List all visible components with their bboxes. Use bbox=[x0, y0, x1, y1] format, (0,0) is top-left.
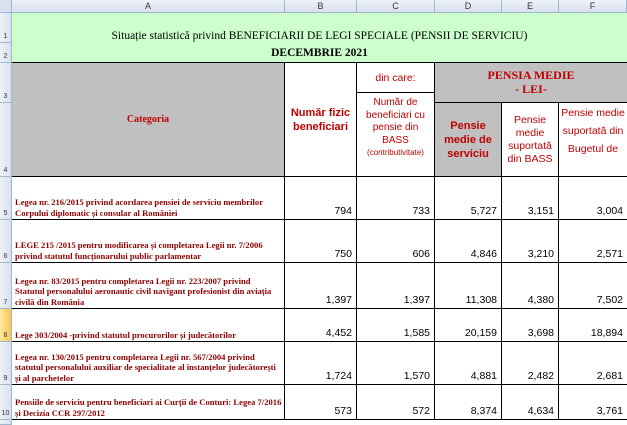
value-pensie-serviciu: 11,308 bbox=[465, 294, 497, 306]
category-label: LEGE 215 /2015 pentru modificarea și completarea Legii nr. 7/2006 privind statutul funcționarului public parlamentar bbox=[15, 240, 263, 261]
table-row-category[interactable] bbox=[12, 177, 285, 220]
table-cell[interactable] bbox=[435, 309, 502, 342]
table-cell[interactable] bbox=[285, 220, 357, 263]
table-row-category[interactable] bbox=[12, 220, 285, 263]
header-pensie-bass-label: Pensie medie suportată din BASS bbox=[507, 113, 553, 165]
page-subtitle: DECEMBRIE 2021 bbox=[271, 47, 368, 59]
header-lei-label: - LEI- bbox=[515, 82, 547, 96]
value-pensie-serviciu: 8,374 bbox=[470, 405, 497, 417]
table-cell[interactable] bbox=[435, 177, 502, 220]
value-pensie-buget: 7,502 bbox=[596, 294, 623, 306]
value-pensie-bass: 3,210 bbox=[527, 248, 554, 260]
table-cell[interactable] bbox=[435, 263, 502, 309]
table-cell[interactable] bbox=[502, 220, 559, 263]
value-pensie-buget: 3,004 bbox=[596, 205, 623, 217]
header-pensie-buget-label: Pensie medie suportată din Bugetul de bbox=[561, 107, 625, 155]
header-numar-fizic-label: Număr fizic beneficiari bbox=[290, 106, 351, 133]
category-label: Legea nr. 130/2015 pentru completarea Legii nr. 567/2004 privind statutul personalului auxiliar de specialitate al instanțelor judecătorești și al parchetelor bbox=[15, 351, 276, 383]
value-numar-fizic: 1,397 bbox=[325, 294, 352, 306]
category-label: Lege 303/2004 -privind statutul procurorilor și judecătorilor bbox=[15, 329, 237, 340]
table-cell[interactable] bbox=[559, 342, 627, 385]
row-header-9[interactable]: 9 bbox=[0, 342, 12, 385]
table-cell[interactable] bbox=[502, 309, 559, 342]
value-pensie-serviciu: 4,846 bbox=[470, 248, 497, 260]
row-header-11[interactable] bbox=[0, 420, 12, 425]
row-header-8[interactable]: 8 bbox=[0, 309, 12, 342]
table-cell[interactable] bbox=[357, 385, 435, 420]
header-numar-fizic[interactable] bbox=[285, 63, 357, 177]
table-row-category[interactable] bbox=[12, 385, 285, 420]
title-cell[interactable] bbox=[12, 13, 627, 63]
table-cell[interactable] bbox=[357, 342, 435, 385]
value-numar-fizic: 4,452 bbox=[325, 327, 352, 339]
value-numar-bass: 1,397 bbox=[403, 294, 430, 306]
row-header-4[interactable]: 4 bbox=[0, 103, 12, 177]
category-label: Pensiile de serviciu pentru beneficiari ai Curții de Conturi: Legea 7/2016 și Decizia CCR 297/2012 bbox=[15, 397, 282, 418]
column-header-e[interactable]: E bbox=[502, 0, 559, 13]
header-pensie-serviciu[interactable] bbox=[435, 103, 502, 177]
value-numar-bass: 572 bbox=[412, 405, 430, 417]
table-cell[interactable] bbox=[285, 309, 357, 342]
row-header-1[interactable]: 1 bbox=[0, 13, 12, 43]
header-numar-bass-label: Număr de beneficiari cu pensie din BASS bbox=[366, 97, 425, 146]
value-pensie-buget: 2,571 bbox=[596, 248, 623, 260]
value-numar-fizic: 573 bbox=[334, 405, 352, 417]
column-header-c[interactable]: C bbox=[357, 0, 435, 13]
value-numar-fizic: 750 bbox=[334, 248, 352, 260]
header-pensie-buget[interactable] bbox=[559, 103, 627, 177]
table-row-category[interactable] bbox=[12, 342, 285, 385]
table-cell[interactable] bbox=[285, 177, 357, 220]
header-categoria[interactable] bbox=[12, 63, 285, 177]
row-header-7[interactable]: 7 bbox=[0, 263, 12, 309]
row-header-5[interactable]: 5 bbox=[0, 177, 12, 220]
table-cell[interactable] bbox=[285, 263, 357, 309]
header-pensie-bass[interactable] bbox=[502, 103, 559, 177]
table-cell[interactable] bbox=[435, 385, 502, 420]
table-row-category[interactable] bbox=[12, 309, 285, 342]
column-header-f[interactable]: F bbox=[559, 0, 627, 13]
row-header-2[interactable]: 2 bbox=[0, 43, 12, 63]
table-cell[interactable] bbox=[559, 309, 627, 342]
value-numar-bass: 733 bbox=[412, 205, 430, 217]
table-cell[interactable] bbox=[559, 385, 627, 420]
value-pensie-buget: 18,894 bbox=[590, 327, 623, 339]
header-din-care-label: din care: bbox=[375, 71, 416, 84]
value-pensie-serviciu: 4,881 bbox=[470, 370, 497, 382]
value-pensie-serviciu: 5,727 bbox=[470, 205, 497, 217]
table-cell[interactable] bbox=[559, 220, 627, 263]
table-cell[interactable] bbox=[502, 177, 559, 220]
column-header-a[interactable]: A bbox=[12, 0, 285, 13]
value-pensie-bass: 3,698 bbox=[527, 327, 554, 339]
table-cell[interactable] bbox=[285, 342, 357, 385]
table-cell[interactable] bbox=[435, 342, 502, 385]
header-pensia-medie[interactable] bbox=[435, 63, 627, 103]
table-cell[interactable] bbox=[357, 309, 435, 342]
table-cell[interactable] bbox=[502, 385, 559, 420]
table-cell[interactable] bbox=[357, 220, 435, 263]
column-header-d[interactable]: D bbox=[435, 0, 502, 13]
header-contributivitate-label: (contributivitate) bbox=[367, 148, 424, 157]
value-pensie-bass: 3,151 bbox=[527, 205, 554, 217]
empty-row[interactable] bbox=[12, 420, 627, 425]
row-header-10[interactable]: 10 bbox=[0, 385, 12, 420]
table-cell[interactable] bbox=[285, 385, 357, 420]
table-cell[interactable] bbox=[357, 263, 435, 309]
header-din-care[interactable] bbox=[357, 63, 435, 93]
table-cell[interactable] bbox=[357, 177, 435, 220]
header-numar-bass[interactable] bbox=[357, 93, 435, 177]
table-cell[interactable] bbox=[435, 220, 502, 263]
value-pensie-buget: 2,681 bbox=[596, 370, 623, 382]
column-header-b[interactable]: B bbox=[285, 0, 357, 13]
value-numar-bass: 606 bbox=[412, 248, 430, 260]
category-label: Legea nr. 83/2015 pentru completarea Legii nr. 223/2007 privind Statutul personalului aeronautic civil navigant profesionist din aviația civilă din România bbox=[15, 275, 272, 307]
value-numar-fizic: 1,724 bbox=[325, 370, 352, 382]
header-categoria-label: Categoria bbox=[126, 114, 170, 125]
value-pensie-bass: 2,482 bbox=[527, 370, 554, 382]
value-pensie-bass: 4,634 bbox=[527, 405, 554, 417]
value-numar-fizic: 794 bbox=[334, 205, 352, 217]
value-numar-bass: 1,585 bbox=[403, 327, 430, 339]
header-pensie-serviciu-label: Pensie medie de serviciu bbox=[444, 119, 492, 160]
table-cell[interactable] bbox=[559, 263, 627, 309]
category-label: Legea nr. 216/2015 privind acordarea pensiei de serviciu membrilor Corpului diplomatic și consular al României bbox=[15, 197, 263, 218]
value-pensie-serviciu: 20,159 bbox=[464, 327, 497, 339]
page-title: Situație statistică privind BENEFICIARII DE LEGI SPECIALE (PENSII DE SERVICIU) bbox=[111, 30, 528, 42]
value-pensie-bass: 4,380 bbox=[527, 294, 554, 306]
table-cell[interactable] bbox=[502, 342, 559, 385]
value-numar-bass: 1,570 bbox=[403, 370, 430, 382]
value-pensie-buget: 3,761 bbox=[596, 405, 623, 417]
table-row-category[interactable] bbox=[12, 263, 285, 309]
table-cell[interactable] bbox=[559, 177, 627, 220]
row-header-6[interactable]: 6 bbox=[0, 220, 12, 263]
select-all-corner[interactable] bbox=[0, 0, 12, 13]
table-cell[interactable] bbox=[502, 263, 559, 309]
row-header-3[interactable]: 3 bbox=[0, 63, 12, 103]
header-pensia-medie-label: PENSIA MEDIE bbox=[487, 68, 575, 82]
